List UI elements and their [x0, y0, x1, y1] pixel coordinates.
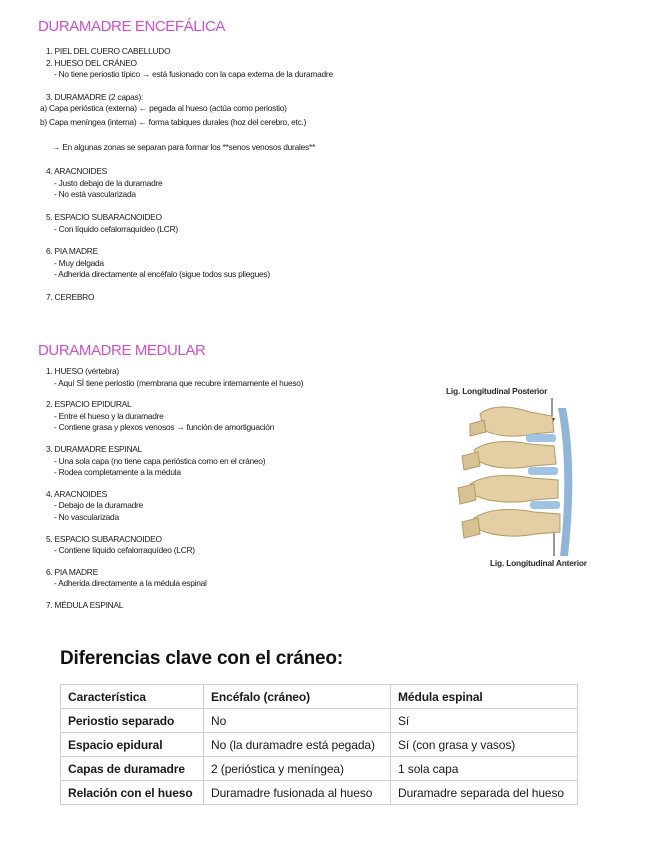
list-item: - Rodea completamente a la médula	[54, 467, 181, 478]
list-item: b) Capa meníngea (interna) ← forma tabiques durales (hoz del cerebro, etc.)	[40, 116, 307, 127]
vertebra-4	[462, 510, 560, 538]
list-item: 1. PIEL DEL CUERO CABELLUDO	[46, 46, 171, 56]
table-row	[61, 709, 578, 733]
ligament-band	[558, 408, 572, 556]
list-item: a) Capa perióstica (externa) ← pegada al hueso (actúa como periostio)	[40, 103, 287, 114]
list-item: 6. PIA MADRE	[46, 246, 98, 257]
table-cell: Duramadre fusionada al hueso	[204, 781, 391, 805]
table-cell: Sí (con grasa y vasos)	[391, 733, 578, 757]
list-item: 1. HUESO (vértebra)	[46, 366, 119, 376]
table-cell: Periostio separado	[61, 709, 204, 733]
list-item: - Aquí SÍ tiene periostio (membrana que recubre internamente el hueso)	[54, 377, 304, 388]
list-item: - Adherida directamente al encéfalo (sigue todos sus pliegues)	[54, 269, 270, 280]
header-cell: Médula espinal	[391, 685, 578, 709]
table-cell: No (la duramadre está pegada)	[204, 733, 391, 757]
list-item: 2. ESPACIO EPIDURAL	[46, 399, 132, 410]
table-cell: Sí	[391, 709, 578, 733]
table-cell: Espacio epidural	[61, 733, 204, 757]
diferencias-title: Diferencias clave con el cráneo:	[60, 648, 343, 669]
list-item: - Contiene líquido cefalorraquídeo (LCR)	[54, 545, 195, 556]
table-cell: 2 (perióstica y meníngea)	[204, 757, 391, 781]
table-row	[61, 757, 578, 781]
list-item: 3. DURAMADRE ESPINAL	[46, 443, 142, 454]
disc-3	[530, 501, 560, 509]
diferencias-table	[60, 684, 578, 805]
list-item: 6. PIA MADRE	[46, 566, 98, 577]
table-cell: Relación con el hueso	[61, 781, 204, 805]
medular-list	[46, 366, 303, 612]
list-item: 2. HUESO DEL CRÁNEO	[46, 57, 137, 68]
table-cell: 1 sola capa	[391, 757, 578, 781]
list-item: - No está vascularizada	[54, 189, 136, 200]
vertebra-2	[462, 442, 556, 470]
list-item: 3. DURAMADRE (2 capas):	[46, 91, 144, 102]
label-posterior-ligament: Lig. Longitudinal Posterior	[446, 386, 548, 396]
list-item: - No vascularizada	[54, 511, 119, 522]
disc-2	[528, 467, 558, 475]
encefalica-list	[40, 46, 333, 304]
list-item: - Contiene grasa y plexos venosos → función de amortiguación	[54, 422, 275, 433]
list-item: - No tiene periostio típico → está fusionado con la capa externa de la duramadre	[54, 69, 333, 80]
encefalica-title: DURAMADRE ENCEFÁLICA	[38, 18, 226, 35]
spine-illustration	[440, 380, 600, 572]
list-item: - Debajo de la duramadre	[54, 500, 143, 511]
list-item: 5. ESPACIO SUBARACNOIDEO	[46, 211, 162, 222]
vertebrae-figure	[440, 380, 600, 572]
vertebra-top	[470, 407, 554, 436]
table-cell: Duramadre separada del hueso	[391, 781, 578, 805]
list-item: - Justo debajo de la duramadre	[54, 177, 163, 188]
table-row	[61, 733, 578, 757]
list-item: 4. ARACNOIDES	[46, 488, 107, 499]
list-item: 7. CEREBRO	[46, 291, 95, 302]
list-item: - Con líquido cefalorraquídeo (LCR)	[54, 223, 178, 234]
list-item: - Adherida directamente a la médula espinal	[54, 578, 207, 589]
table-header-row	[61, 685, 578, 709]
table-cell: No	[204, 709, 391, 733]
table-row	[61, 781, 578, 805]
list-item: 7. MÉDULA ESPINAL	[46, 599, 124, 610]
vertebra-3	[458, 476, 558, 504]
table-cell: Capas de duramadre	[61, 757, 204, 781]
medular-title: DURAMADRE MEDULAR	[38, 342, 206, 359]
header-cell: Característica	[61, 685, 204, 709]
list-item: - Una sola capa (no tiene capa perióstica como en el cráneo)	[54, 455, 266, 466]
disc-1	[526, 434, 556, 442]
list-item: 5. ESPACIO SUBARACNOIDEO	[46, 533, 162, 544]
list-item: - Entre el hueso y la duramadre	[54, 410, 164, 421]
list-item: → En algunas zonas se separan para formar los **senos venosos durales**	[52, 141, 315, 152]
list-item: 4. ARACNOIDES	[46, 166, 107, 177]
header-cell: Encéfalo (cráneo)	[204, 685, 391, 709]
label-anterior-ligament: Lig. Longitudinal Anterior	[490, 558, 587, 568]
list-item: - Muy delgada	[54, 257, 104, 268]
